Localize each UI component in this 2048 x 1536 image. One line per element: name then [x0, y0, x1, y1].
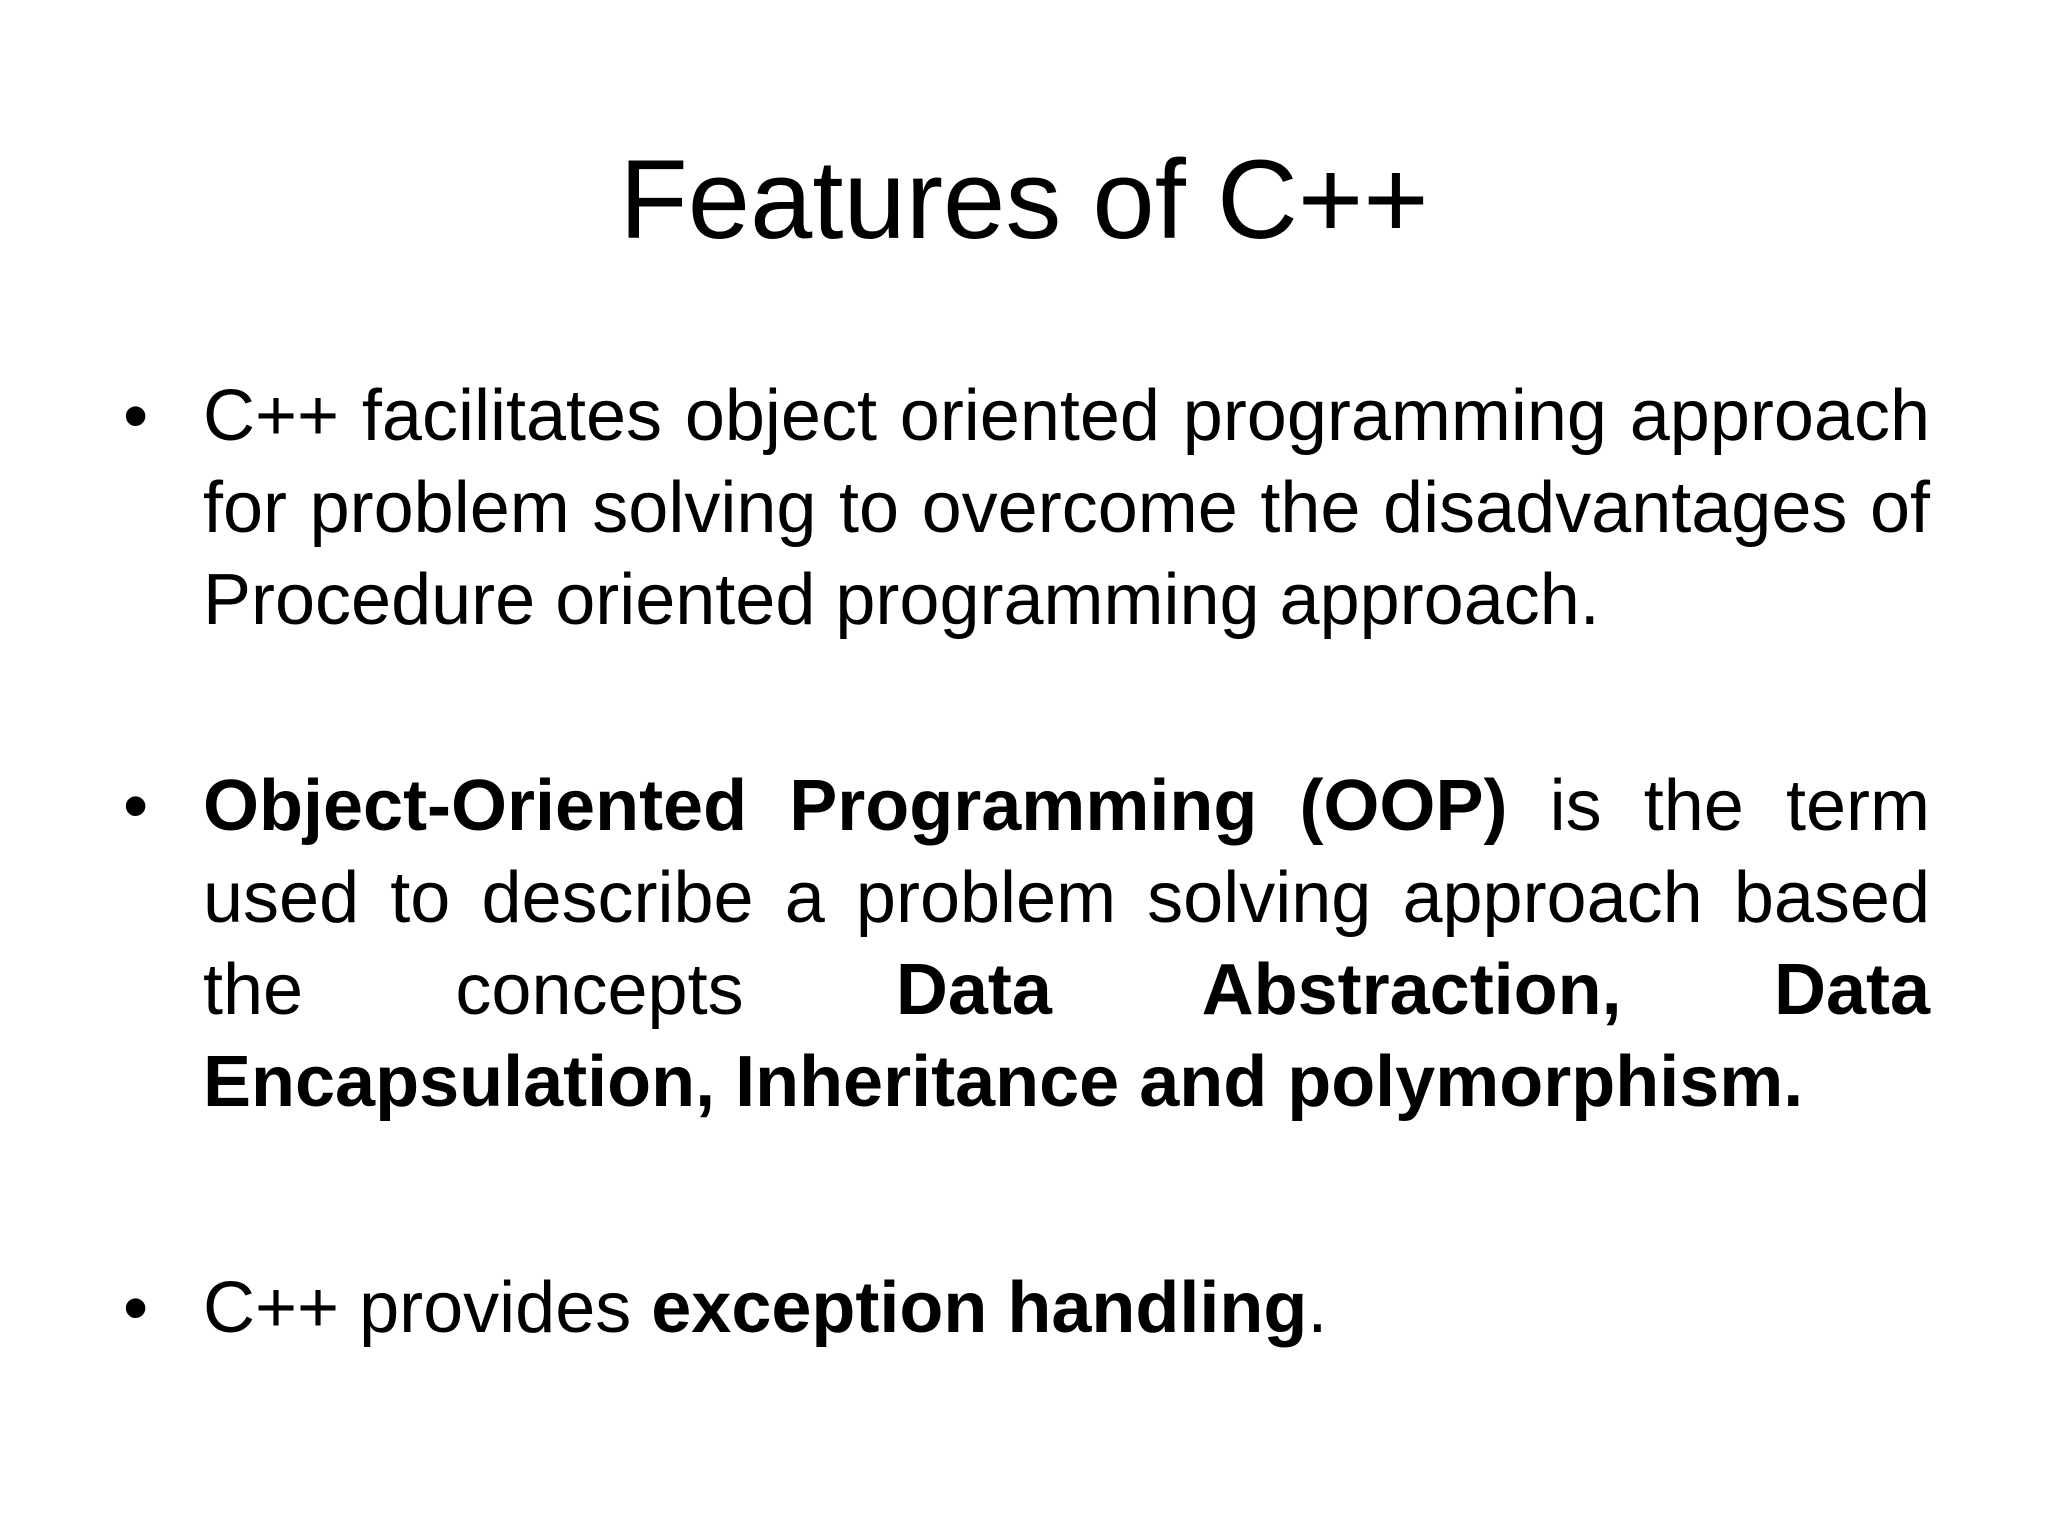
bullet-icon: •	[123, 376, 149, 456]
bullet-text-oop-concepts: Data Abstraction, Data Encapsulation, Inheritance and polymorphism.	[203, 950, 1930, 1122]
bullet-text-period: .	[1307, 1268, 1328, 1348]
bullet-text: is the term used to describe a problem solving approach based the concepts	[203, 766, 1931, 1030]
bullet-item-exception-handling	[123, 1262, 1930, 1354]
bullet-text: C++ provides	[203, 1268, 652, 1348]
bullet-icon: •	[123, 766, 149, 846]
bullet-text: C++ facilitates object oriented programming approach for problem solving to overcome the disadvantages of Procedure oriented programming approach.	[203, 376, 1930, 640]
bullet-item-oop-approach	[123, 370, 1930, 646]
bullet-icon: •	[123, 1268, 149, 1348]
bullet-text-oop-term: Object-Oriented Programming (OOP)	[203, 766, 1508, 846]
bullet-item-oop-definition	[123, 760, 1931, 1128]
slide-title: Features of C++	[619, 137, 1429, 262]
bullet-text-exception-handling: exception handling	[651, 1268, 1308, 1348]
